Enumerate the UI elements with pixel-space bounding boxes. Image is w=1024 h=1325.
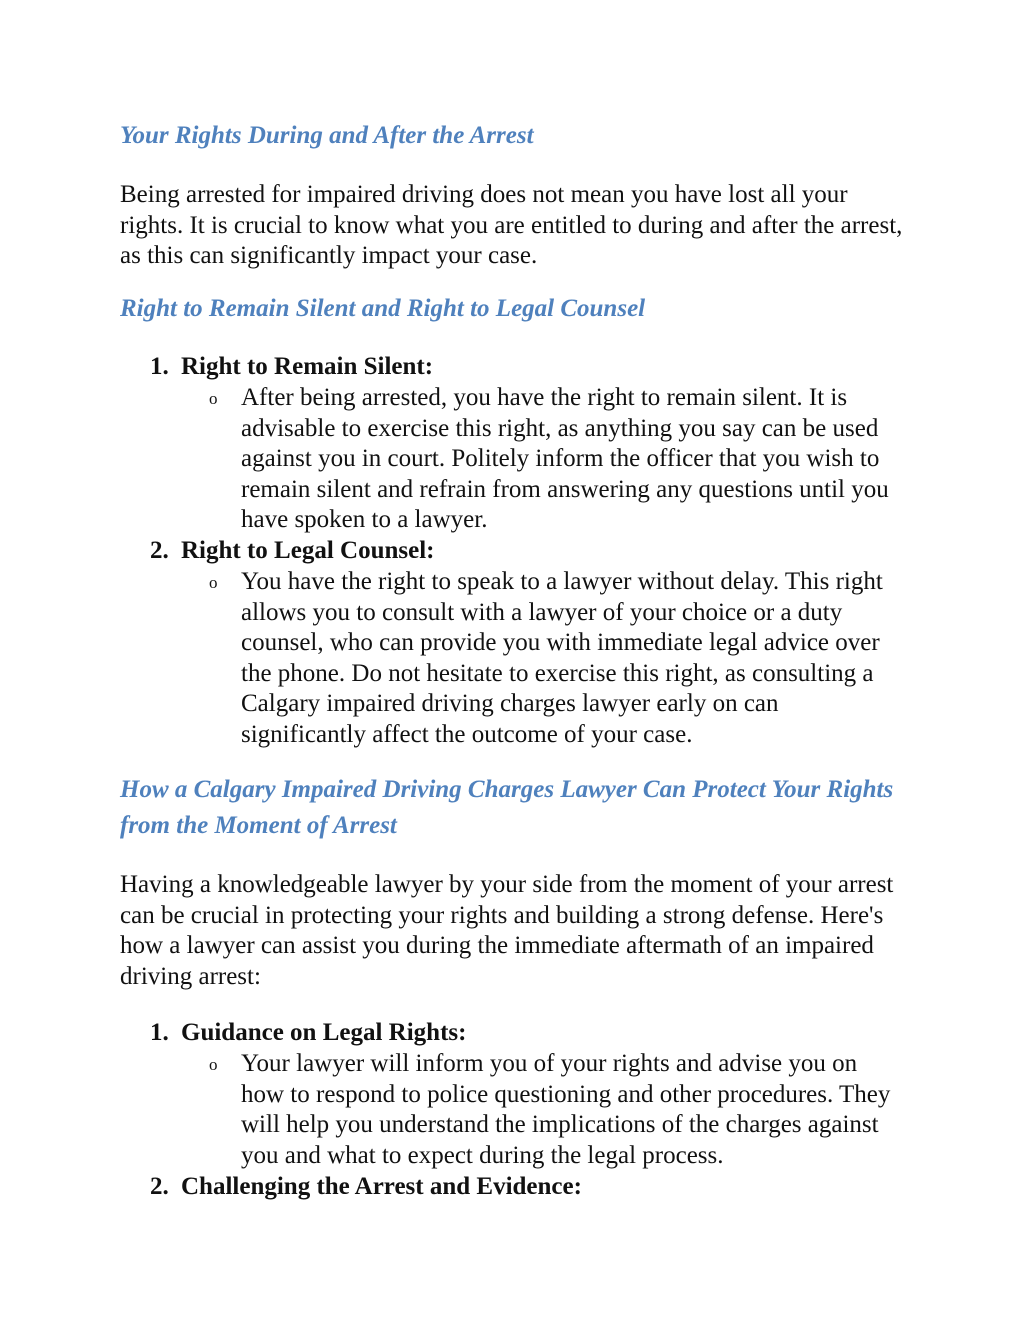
bullet-circle-icon: o: [209, 1055, 218, 1074]
list-number: 2.: [150, 537, 169, 564]
lawyer-paragraph: Having a knowledgeable lawyer by your side from the moment of your arrest can be crucial in protecting your rights and building a strong defense. Here's how a lawyer can assist you during the immediate aftermath of an impaired driving arrest:: [120, 871, 894, 990]
bullet-text: After being arrested, you have the right to remain silent. It is advisable to exercise this right, as anything you say can be used against you in court. Politely inform the officer that you wish to remain silent and refrain from answering any questions until you have spoken to a lawyer.: [241, 384, 889, 533]
list-number: 1.: [150, 353, 169, 380]
intro-paragraph: Being arrested for impaired driving does not mean you have lost all your rights. It is crucial to know what you are entitled to during and after the arrest, as this can significantly impact your case.: [120, 181, 903, 269]
list-number: 2.: [150, 1173, 169, 1200]
bullet-circle-icon: o: [209, 389, 218, 408]
subheading-lawyer-protect: How a Calgary Impaired Driving Charges Lawyer Can Protect Your Rights from the Moment of Arrest: [120, 776, 894, 839]
bullet-text: Your lawyer will inform you of your rights and advise you on how to respond to police questioning and other procedures. They will help you understand the implications of the charges against you and what to expect during the legal process.: [241, 1050, 891, 1169]
list-item-title: Guidance on Legal Rights:: [181, 1019, 467, 1046]
subheading-silent-counsel: Right to Remain Silent and Right to Legal Counsel: [120, 295, 646, 322]
list-item-title: Right to Legal Counsel:: [181, 537, 435, 564]
list-number: 1.: [150, 1019, 169, 1046]
list-item-title: Challenging the Arrest and Evidence:: [181, 1173, 582, 1200]
list-item-title: Right to Remain Silent:: [181, 353, 434, 380]
section-heading-rights: Your Rights During and After the Arrest: [120, 122, 534, 149]
bullet-text: You have the right to speak to a lawyer without delay. This right allows you to consult with a lawyer of your choice or a duty counsel, who can provide you with immediate legal advice over the phone. Do not hesitate to exercise this right, as consulting a Calgary impaired driving charges lawyer early on can significantly affect the outcome of your case.: [241, 568, 883, 748]
bullet-circle-icon: o: [209, 573, 218, 592]
